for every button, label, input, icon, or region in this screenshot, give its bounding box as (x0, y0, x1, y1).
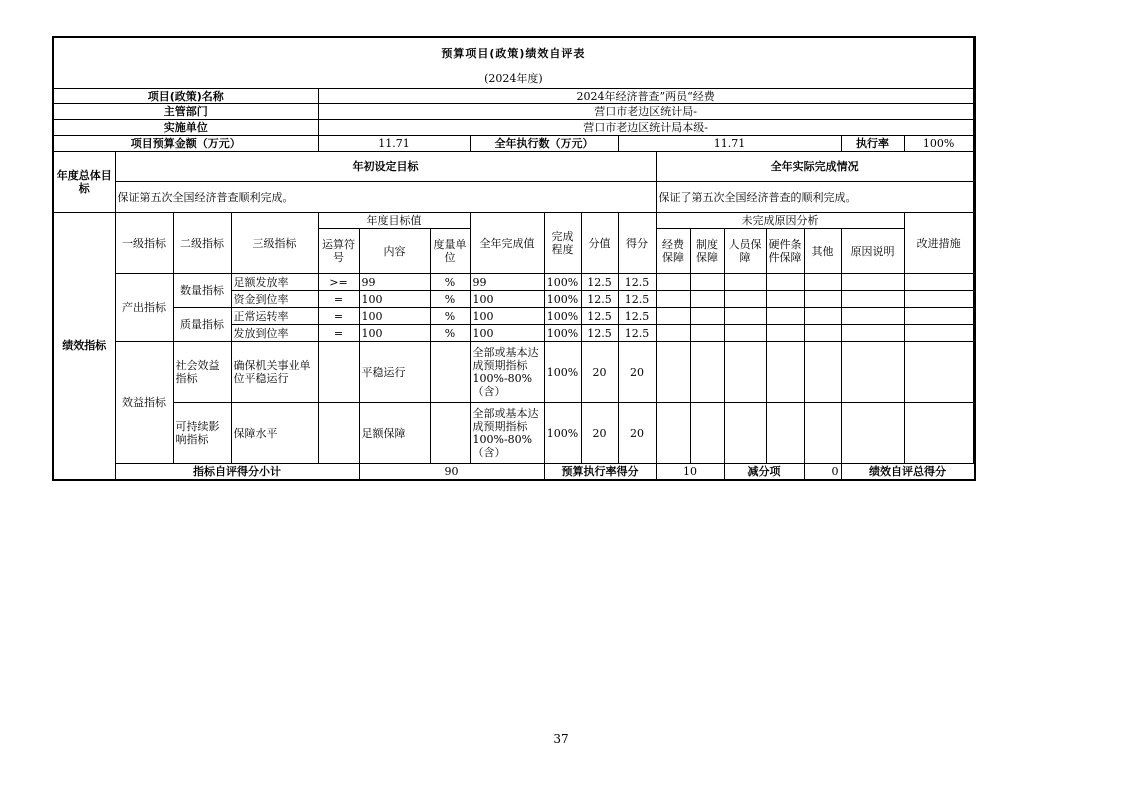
score-cell: 20 (618, 342, 656, 403)
hardware-header: 硬件条件保障 (766, 229, 804, 274)
actual-goal-text: 保证了第五次全国经济普查的顺利完成。 (656, 182, 973, 213)
full-year-cell: 100 (470, 325, 544, 342)
dept-value: 营口市老边区统计局- (318, 104, 973, 120)
incomplete-header: 未完成原因分析 (656, 213, 904, 229)
content-cell: 足额保障 (359, 403, 430, 464)
improve-header: 改进措施 (904, 213, 973, 274)
content-cell: 99 (359, 274, 430, 291)
score-value-cell: 20 (581, 342, 618, 403)
rate-label: 执行率 (841, 136, 904, 152)
plan-goal-header: 年初设定目标 (115, 152, 656, 182)
annual-target-header: 年度目标值 (318, 213, 470, 229)
summary-row (53, 464, 975, 480)
budget-score-label: 预算执行率得分 (544, 464, 656, 480)
annual-goal-label: 年度总体目标 (53, 152, 115, 213)
level3-indicator: 确保机关事业单位平稳运行 (231, 342, 318, 403)
score-cell: 12.5 (618, 274, 656, 291)
content-cell: 100 (359, 325, 430, 342)
level3-indicator: 保障水平 (231, 403, 318, 464)
subtotal-value: 90 (359, 464, 544, 480)
unit-cell: % (430, 325, 470, 342)
report-year: (2024年度) (53, 68, 973, 89)
quantity-indicator-label: 数量指标 (173, 274, 231, 308)
content-cell: 100 (359, 291, 430, 308)
page-title: 预算项目(政策)绩效自评表 (53, 37, 973, 68)
completion-cell: 100% (544, 342, 581, 403)
self-evaluation-sheet (52, 36, 976, 481)
full-year-cell: 全部或基本达成预期指标100%-80%（含） (470, 403, 544, 464)
page-number: 37 (553, 732, 569, 746)
level1-header: 一级指标 (115, 213, 173, 274)
unit-header: 度量单位 (430, 229, 470, 274)
full-year-cell: 99 (470, 274, 544, 291)
score-value-cell: 12.5 (581, 325, 618, 342)
unit-label: 实施单位 (53, 120, 318, 136)
score-value-cell: 12.5 (581, 291, 618, 308)
completion-cell: 100% (544, 274, 581, 291)
operator-cell (318, 342, 359, 403)
level3-indicator: 资金到位率 (231, 291, 318, 308)
level3-indicator: 足额发放率 (231, 274, 318, 291)
level2-header: 二级指标 (173, 213, 231, 274)
unit-cell (430, 342, 470, 403)
table-row (53, 342, 975, 403)
content-cell: 平稳运行 (359, 342, 430, 403)
unit-cell: % (430, 308, 470, 325)
unit-cell: % (430, 291, 470, 308)
operator-cell (318, 403, 359, 464)
evaluation-table (52, 36, 976, 481)
table-row (53, 403, 975, 464)
full-year-cell: 100 (470, 291, 544, 308)
other-header: 其他 (804, 229, 841, 274)
score-value-header: 分值 (581, 213, 618, 274)
table-row (53, 274, 975, 291)
content-header: 内容 (359, 229, 430, 274)
completion-cell: 100% (544, 325, 581, 342)
table-row (53, 308, 975, 325)
sustain-indicator-label: 可持续影响指标 (173, 403, 231, 464)
deduct-label: 减分项 (724, 464, 804, 480)
level3-indicator: 发放到位率 (231, 325, 318, 342)
deduct-value: 0 (804, 464, 841, 480)
completion-cell: 100% (544, 403, 581, 464)
reason-header: 原因说明 (841, 229, 904, 274)
project-name-value: 2024年经济普查”两员“经费 (318, 89, 973, 104)
exec-value: 11.71 (618, 136, 841, 152)
full-year-cell: 100 (470, 308, 544, 325)
subtotal-label: 指标自评得分小计 (115, 464, 359, 480)
operator-header: 运算符号 (318, 229, 359, 274)
quality-indicator-label: 质量指标 (173, 308, 231, 342)
benefit-indicator-label: 效益指标 (115, 342, 173, 464)
completion-cell: 100% (544, 291, 581, 308)
system-header: 制度保障 (690, 229, 724, 274)
operator-cell: = (318, 291, 359, 308)
operator-cell: >= (318, 274, 359, 291)
operator-cell: = (318, 325, 359, 342)
operator-cell: = (318, 308, 359, 325)
total-score-value (974, 464, 975, 480)
social-indicator-label: 社会效益指标 (173, 342, 231, 403)
unit-cell (430, 403, 470, 464)
score-header: 得分 (618, 213, 656, 274)
budget-value: 11.71 (318, 136, 470, 152)
total-score-label: 绩效自评总得分 (841, 464, 974, 480)
content-cell: 100 (359, 308, 430, 325)
score-cell: 12.5 (618, 291, 656, 308)
score-value-cell: 12.5 (581, 308, 618, 325)
funding-header: 经费保障 (656, 229, 690, 274)
full-year-cell: 全部或基本达成预期指标100%-80%（含） (470, 342, 544, 403)
score-value-cell: 20 (581, 403, 618, 464)
completion-cell: 100% (544, 308, 581, 325)
output-indicator-label: 产出指标 (115, 274, 173, 342)
exec-label: 全年执行数（万元） (470, 136, 618, 152)
score-cell: 12.5 (618, 325, 656, 342)
level3-indicator: 正常运转率 (231, 308, 318, 325)
actual-goal-header: 全年实际完成情况 (656, 152, 973, 182)
perf-section-label: 绩效指标 (53, 213, 115, 480)
plan-goal-text: 保证第五次全国经济普查顺利完成。 (115, 182, 656, 213)
score-value-cell: 12.5 (581, 274, 618, 291)
full-year-header: 全年完成值 (470, 213, 544, 274)
unit-value: 营口市老边区统计局本级- (318, 120, 973, 136)
unit-cell: % (430, 274, 470, 291)
level3-header: 三级指标 (231, 213, 318, 274)
completion-header: 完成程度 (544, 213, 581, 274)
budget-score-value: 10 (656, 464, 724, 480)
dept-label: 主管部门 (53, 104, 318, 120)
project-name-label: 项目(政策)名称 (53, 89, 318, 104)
rate-value: 100% (904, 136, 973, 152)
budget-label: 项目预算金额（万元） (53, 136, 318, 152)
score-cell: 20 (618, 403, 656, 464)
staff-header: 人员保障 (724, 229, 766, 274)
score-cell: 12.5 (618, 308, 656, 325)
